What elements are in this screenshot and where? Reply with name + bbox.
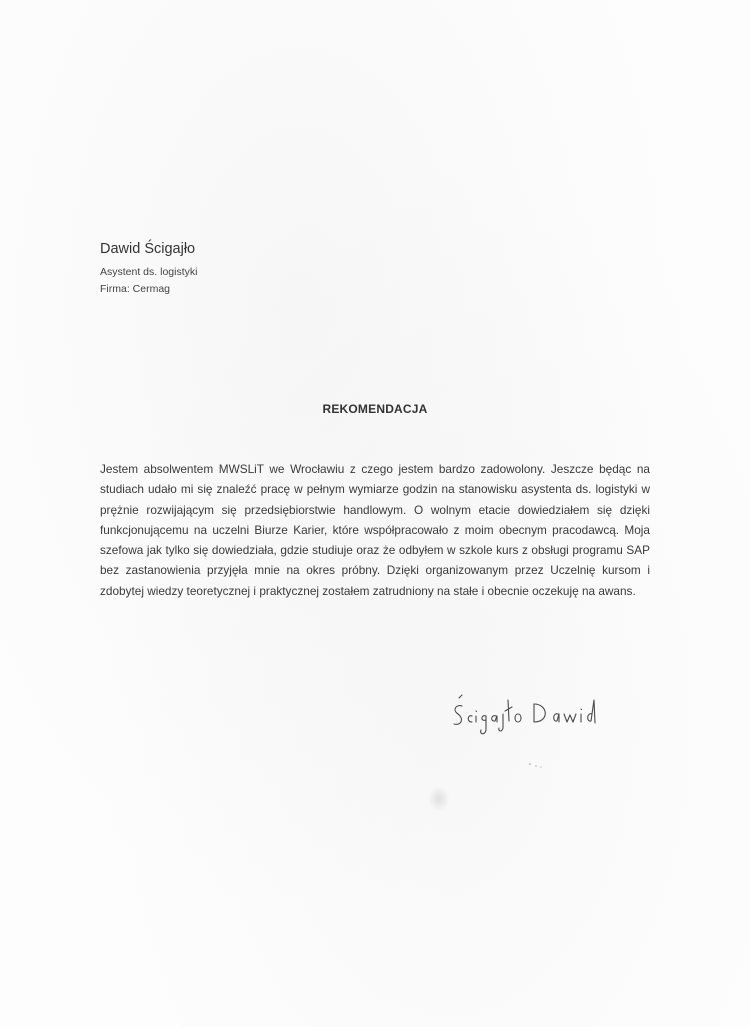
sender-block	[100, 240, 400, 298]
sender-position: Asystent ds. logistyki	[100, 266, 198, 278]
sender-company: Firma: Cermag	[100, 283, 171, 295]
document-body: Jestem absolwentem MWSLiT we Wrocławiu z czego jestem bardzo zadowolony. Jeszcze będąc na studiach udało mi się znaleźć pracę w pełnym wymiarze godzin na stanowisku asystenta ds. logistyki w prężnie rozwijającym się przedsiębiorstwie handlowym. O wolnym etacie dowiedziałem się dzięki funkcjonującemu na uczelni Biurze Karier, które współpracowało z moim obecnym pracodawcą. Moja szefowa jak tylko się dowiedziała, gdzie studiuje oraz że odbyłem w szkole kurs z obsługi programu SAP bez zastanowienia przyjęła mnie na okres próbny. Dzięki organizowanym przez Uczelnię kursom i zdobytej wiedzy teoretycznej i praktycznej zostałem zatrudniony na stałe i obecnie oczekuję na awans.	[100, 462, 650, 598]
document-title: REKOMENDACJA	[322, 402, 428, 416]
signature-icon	[448, 692, 618, 740]
paper-smudge	[428, 786, 450, 812]
ink-dots-icon	[526, 760, 546, 770]
handwritten-signature	[448, 692, 618, 740]
sender-name: Dawid Ścigajło	[100, 241, 196, 257]
